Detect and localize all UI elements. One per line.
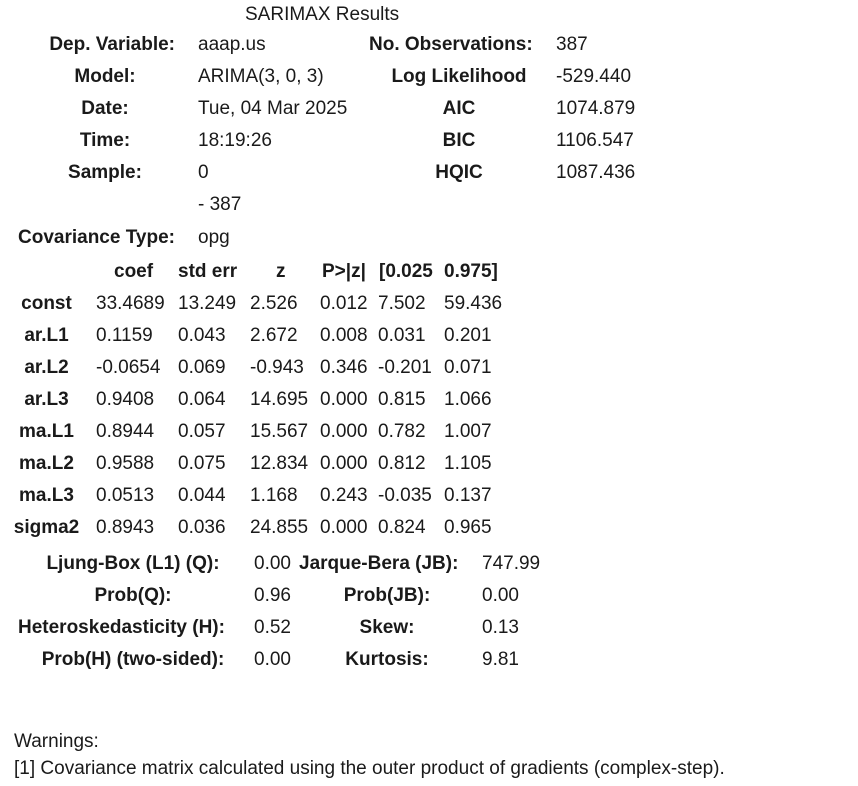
coef-cell-ci-lower: 0.812 [378, 453, 426, 474]
coef-cell-z: -0.943 [250, 357, 304, 378]
diag-label-ljung-box: Ljung-Box (L1) (Q): [46, 553, 220, 574]
coef-cell-p-value: 0.012 [320, 293, 368, 314]
coef-cell-z: 24.855 [250, 517, 309, 538]
coef-cell-std-err: 0.069 [178, 357, 226, 378]
coef-cell-ci-lower: 0.031 [378, 325, 426, 346]
summary-value-covariance-type: opg [198, 227, 230, 248]
coef-cell-std-err: 0.057 [178, 421, 226, 442]
coef-cell-coef: 0.0513 [96, 485, 155, 506]
summary-label-bic: BIC [442, 130, 476, 151]
coef-cell-ci-upper: 0.137 [444, 485, 492, 506]
coef-cell-ci-lower: 7.502 [378, 293, 426, 314]
diag-value-jarque-bera: 747.99 [482, 553, 541, 574]
coef-cell-p-value: 0.000 [320, 421, 368, 442]
coef-cell-ci-lower: -0.035 [378, 485, 432, 506]
coef-row-name: ma.L3 [19, 485, 74, 506]
diag-label-prob-h: Prob(H) (two-sided): [41, 649, 225, 670]
coef-header-p-value: P>|z| [322, 261, 366, 282]
table-caption: SARIMAX Results [245, 4, 400, 25]
coef-cell-coef: 0.9408 [96, 389, 155, 410]
coef-cell-z: 2.672 [250, 325, 298, 346]
coef-cell-std-err: 0.043 [178, 325, 226, 346]
coef-cell-z: 15.567 [250, 421, 309, 442]
coef-row-name: ar.L3 [24, 389, 69, 410]
coef-cell-p-value: 0.008 [320, 325, 368, 346]
coef-cell-coef: 0.8944 [96, 421, 155, 442]
coef-cell-ci-lower: 0.815 [378, 389, 426, 410]
coef-cell-std-err: 13.249 [178, 293, 237, 314]
diag-label-skew: Skew: [359, 617, 415, 638]
diag-label-kurtosis: Kurtosis: [345, 649, 429, 670]
summary-label-time: Time: [79, 130, 131, 151]
coef-cell-coef: 33.4689 [96, 293, 165, 314]
coef-cell-std-err: 0.044 [178, 485, 226, 506]
summary-value-time: 18:19:26 [198, 130, 272, 151]
coef-cell-coef: 0.9588 [96, 453, 155, 474]
summary-label-no-observations: No. Observations: [369, 34, 533, 55]
coef-cell-ci-upper: 1.105 [444, 453, 492, 474]
coef-cell-coef: 0.1159 [96, 325, 153, 346]
summary-value-log-likelihood: -529.440 [556, 66, 632, 87]
diag-label-prob-jb: Prob(JB): [343, 585, 431, 606]
summary-value-model: ARIMA(3, 0, 3) [198, 66, 324, 87]
coef-header-coef: coef [114, 261, 154, 282]
summary-value-dep-variable: aaap.us [198, 34, 266, 55]
coef-cell-z: 1.168 [250, 485, 298, 506]
diag-value-prob-h: 0.00 [254, 649, 291, 670]
coef-header-std-err: std err [178, 261, 238, 282]
warning-item: [1] Covariance matrix calculated using the outer product of gradients (complex-step). [14, 758, 725, 779]
coef-cell-z: 12.834 [250, 453, 309, 474]
diag-value-ljung-box: 0.00 [254, 553, 291, 574]
diag-value-kurtosis: 9.81 [482, 649, 519, 670]
coef-cell-ci-upper: 59.436 [444, 293, 503, 314]
summary-value-sample: 0 [198, 162, 209, 183]
coef-cell-ci-upper: 1.007 [444, 421, 492, 442]
coef-cell-coef: -0.0654 [96, 357, 161, 378]
summary-label-aic: AIC [442, 98, 476, 119]
coef-row-name: ma.L1 [19, 421, 74, 442]
summary-value-hqic: 1087.436 [556, 162, 636, 183]
summary-label-date: Date: [81, 98, 129, 119]
coef-cell-ci-upper: 0.071 [444, 357, 492, 378]
coef-cell-p-value: 0.000 [320, 517, 368, 538]
summary-value-date: Tue, 04 Mar 2025 [198, 98, 348, 119]
coef-cell-z: 14.695 [250, 389, 309, 410]
summary-label-covariance-type: Covariance Type: [18, 227, 175, 248]
coef-row-name: sigma2 [13, 517, 80, 538]
coef-cell-std-err: 0.075 [178, 453, 226, 474]
coef-cell-ci-lower: 0.782 [378, 421, 426, 442]
coef-cell-z: 2.526 [250, 293, 298, 314]
coef-cell-ci-upper: 1.066 [444, 389, 492, 410]
summary-label-hqic: HQIC [435, 162, 483, 183]
diag-value-prob-jb: 0.00 [482, 585, 519, 606]
diag-label-prob-q: Prob(Q): [94, 585, 172, 606]
coef-cell-ci-upper: 0.965 [444, 517, 492, 538]
coef-cell-p-value: 0.243 [320, 485, 368, 506]
coef-header-ci-upper: 0.975] [444, 261, 498, 282]
coef-header-ci-lower: [0.025 [379, 261, 433, 282]
coef-cell-std-err: 0.036 [178, 517, 226, 538]
diag-value-skew: 0.13 [482, 617, 519, 638]
coef-cell-ci-upper: 0.201 [444, 325, 492, 346]
coef-row-name: ar.L1 [24, 325, 69, 346]
coef-cell-ci-lower: 0.824 [378, 517, 426, 538]
summary-label-dep-variable: Dep. Variable: [49, 34, 175, 55]
summary-value-aic: 1074.879 [556, 98, 636, 119]
coef-cell-p-value: 0.000 [320, 453, 368, 474]
coef-row-name: ma.L2 [19, 453, 74, 474]
coef-cell-std-err: 0.064 [178, 389, 226, 410]
coef-header-z: z [276, 261, 286, 282]
summary-value-no-observations: 387 [556, 34, 588, 55]
summary-label-log-likelihood: Log Likelihood [391, 66, 527, 87]
diag-value-prob-q: 0.96 [254, 585, 291, 606]
summary-label-sample: Sample: [68, 162, 142, 183]
coef-row-name: ar.L2 [24, 357, 69, 378]
coef-cell-ci-lower: -0.201 [378, 357, 432, 378]
coef-cell-p-value: 0.000 [320, 389, 368, 410]
diag-label-jarque-bera: Jarque-Bera (JB): [299, 553, 459, 574]
diag-value-heteroskedasticity: 0.52 [254, 617, 291, 638]
diag-label-heteroskedasticity: Heteroskedasticity (H): [18, 617, 225, 638]
coef-cell-p-value: 0.346 [320, 357, 368, 378]
coef-row-name: const [21, 293, 72, 314]
warnings-title: Warnings: [14, 731, 99, 752]
summary-value-bic: 1106.547 [556, 130, 634, 151]
summary-value-sample-end: - 387 [198, 194, 242, 215]
summary-label-model: Model: [74, 66, 136, 87]
coef-cell-coef: 0.8943 [96, 517, 155, 538]
